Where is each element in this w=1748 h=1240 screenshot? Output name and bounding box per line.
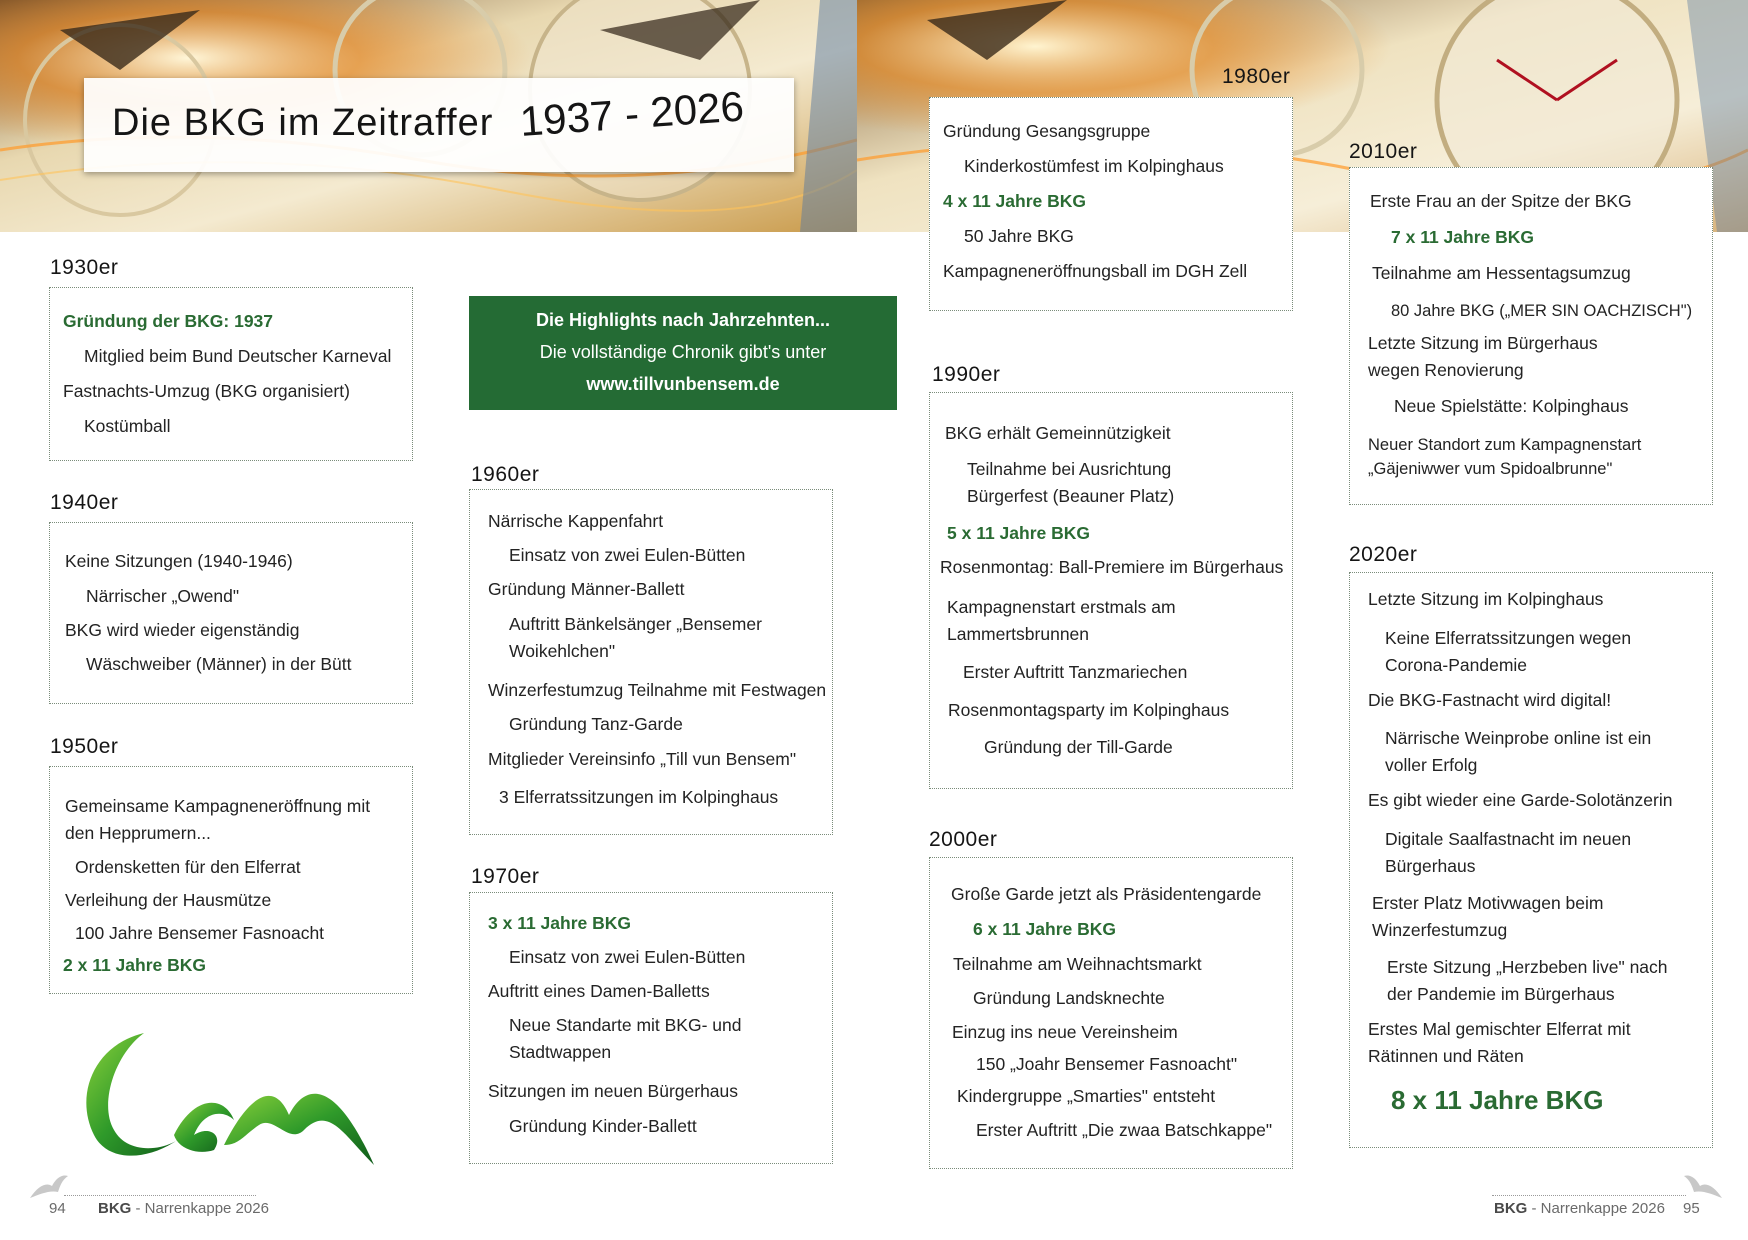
footer-divider <box>1492 1195 1686 1196</box>
highlights-subtext: Die vollständige Chronik gibt's unter <box>539 342 827 362</box>
list-item: wegen Renovierung <box>1368 360 1524 380</box>
list-item: 5 x 11 Jahre BKG <box>947 523 1090 543</box>
footer-brand: BKG <box>98 1200 132 1217</box>
highlights-box <box>469 296 897 410</box>
list-item: Stadtwappen <box>509 1042 612 1062</box>
list-item: Corona-Pandemie <box>1385 655 1528 675</box>
decade-box-1970 <box>469 892 833 1164</box>
list-item: Es gibt wieder eine Garde-Solotänzerin <box>1368 790 1673 810</box>
decade-heading-1960: 1960er <box>471 463 540 486</box>
list-item: den Hepprumern... <box>65 823 211 843</box>
footer-publication-title: - Narrenkappe 2026 <box>131 1200 269 1217</box>
list-item: Erstes Mal gemischter Elferrat mit <box>1368 1019 1631 1039</box>
page-number-left: 94 <box>49 1200 66 1217</box>
decade-heading-1970: 1970er <box>471 865 540 888</box>
list-item: Gründung der BKG: 1937 <box>63 311 274 331</box>
list-item: Kampagneneröffnungsball im DGH Zell <box>943 261 1248 281</box>
bird-icon <box>28 1172 70 1202</box>
list-item: 3 Elferratssitzungen im Kolpinghaus <box>499 787 779 807</box>
decade-heading-1990: 1990er <box>932 363 1001 386</box>
list-item: 3 x 11 Jahre BKG <box>488 913 631 933</box>
list-item: Gemeinsame Kampagneneröffnung mit <box>65 796 371 816</box>
footer-publication-left <box>98 1200 269 1217</box>
list-item: 2 x 11 Jahre BKG <box>63 955 206 975</box>
decade-heading-2020: 2020er <box>1349 543 1418 566</box>
list-item: Kindergruppe „Smarties" entsteht <box>957 1086 1216 1106</box>
decade-heading-1940: 1940er <box>50 491 119 514</box>
list-item: Teilnahme am Hessentagsumzug <box>1372 263 1631 283</box>
list-item: Wäschweiber (Männer) in der Bütt <box>86 654 352 674</box>
decade-box-1990 <box>929 392 1293 789</box>
list-item: 50 Jahre BKG <box>964 226 1074 246</box>
list-item: Kostümball <box>84 416 171 436</box>
list-item: Auftritt eines Damen-Balletts <box>488 981 710 1001</box>
list-item: Bürgerfest (Beauner Platz) <box>967 486 1175 506</box>
list-item: Winzerfestumzug Teilnahme mit Festwagen <box>488 680 827 700</box>
list-item: Sitzungen im neuen Bürgerhaus <box>488 1081 739 1101</box>
decade-box-1930 <box>49 287 413 461</box>
decade-box-2000 <box>929 857 1293 1169</box>
list-item: 6 x 11 Jahre BKG <box>973 919 1116 939</box>
list-item: Winzerfestumzug <box>1372 920 1508 940</box>
green-ribbon-logo-icon <box>74 1025 384 1175</box>
list-item: voller Erfolg <box>1385 755 1478 775</box>
list-item: BKG erhält Gemeinnützigkeit <box>945 423 1171 443</box>
list-item: Verleihung der Hausmütze <box>65 890 272 910</box>
list-item: Gründung Männer-Ballett <box>488 579 685 599</box>
title-years: 1937 - 2026 <box>518 82 746 145</box>
decade-box-1950 <box>49 766 413 994</box>
decade-box-1960 <box>469 489 833 835</box>
list-item: Gründung Kinder-Ballett <box>509 1116 697 1136</box>
decade-box-1940 <box>49 522 413 704</box>
list-item: Närrische Weinprobe online ist ein <box>1385 728 1652 748</box>
list-item: Neue Standarte mit BKG- und <box>509 1015 742 1035</box>
title-box <box>84 78 794 172</box>
list-item: Mitglied beim Bund Deutscher Karneval <box>84 346 392 366</box>
list-item: Auftritt Bänkelsänger „Bensemer <box>509 614 762 634</box>
footer-brand: BKG <box>1494 1200 1528 1217</box>
list-item: BKG wird wieder eigenständig <box>65 620 300 640</box>
list-item: Keine Sitzungen (1940-1946) <box>65 551 293 571</box>
list-item: Kampagnenstart erstmals am <box>947 597 1176 617</box>
decade-box-2020 <box>1349 572 1713 1148</box>
list-item: Große Garde jetzt als Präsidentengarde <box>951 884 1262 904</box>
list-item: Die BKG-Fastnacht wird digital! <box>1368 690 1612 710</box>
list-item: Neue Spielstätte: Kolpinghaus <box>1394 396 1629 416</box>
list-item: 7 x 11 Jahre BKG <box>1391 227 1534 247</box>
list-item: 8 x 11 Jahre BKG <box>1391 1085 1604 1115</box>
list-item: Rosenmontag: Ball-Premiere im Bürgerhaus <box>940 557 1284 577</box>
list-item: Letzte Sitzung im Bürgerhaus <box>1368 333 1598 353</box>
list-item: „Gäjeniwwer vum Spidoalbrunne" <box>1368 460 1613 478</box>
website-link[interactable]: www.tillvunbensem.de <box>586 374 780 394</box>
list-item: Einsatz von zwei Eulen-Bütten <box>509 947 746 967</box>
list-item: Rosenmontagsparty im Kolpinghaus <box>948 700 1230 720</box>
decade-heading-2000: 2000er <box>929 828 998 851</box>
list-item: Erster Platz Motivwagen beim <box>1372 893 1604 913</box>
decade-heading-1980: 1980er <box>1222 65 1291 88</box>
list-item: Gründung Gesangsgruppe <box>943 121 1151 141</box>
decade-box-2010 <box>1349 167 1713 505</box>
list-item: Erste Frau an der Spitze der BKG <box>1370 191 1632 211</box>
page-number-right: 95 <box>1683 1200 1700 1217</box>
list-item: Närrischer „Owend" <box>86 586 240 606</box>
list-item: Mitglieder Vereinsinfo „Till vun Bensem" <box>488 749 797 769</box>
list-item: 150 „Joahr Bensemer Fasnoacht" <box>976 1054 1238 1074</box>
list-item: Bürgerhaus <box>1385 856 1476 876</box>
list-item: Erster Auftritt „Die zwaa Batschkappe" <box>976 1120 1273 1140</box>
list-item: Närrische Kappenfahrt <box>488 511 664 531</box>
list-item: Teilnahme am Weihnachtsmarkt <box>953 954 1202 974</box>
list-item: Keine Elferratssitzungen wegen <box>1385 628 1632 648</box>
decade-heading-1930: 1930er <box>50 256 119 279</box>
list-item: Einsatz von zwei Eulen-Bütten <box>509 545 746 565</box>
list-item: Fastnachts-Umzug (BKG organisiert) <box>63 381 350 401</box>
list-item: Rätinnen und Räten <box>1368 1046 1524 1066</box>
decade-box-1980 <box>929 97 1293 311</box>
list-item: Gründung Tanz-Garde <box>509 714 683 734</box>
list-item: Digitale Saalfastnacht im neuen <box>1385 829 1632 849</box>
list-item: Gründung Landsknechte <box>973 988 1165 1008</box>
list-item: 4 x 11 Jahre BKG <box>943 191 1086 211</box>
list-item: 100 Jahre Bensemer Fasnoacht <box>75 923 325 943</box>
list-item: Kinderkostümfest im Kolpinghaus <box>964 156 1224 176</box>
bird-icon <box>1682 1172 1724 1202</box>
list-item: Teilnahme bei Ausrichtung <box>967 459 1172 479</box>
decade-heading-1950: 1950er <box>50 735 119 758</box>
list-item: Gründung der Till-Garde <box>984 737 1173 757</box>
list-item: Neuer Standort zum Kampagnenstart <box>1368 436 1642 454</box>
list-item: Einzug ins neue Vereinsheim <box>952 1022 1178 1042</box>
list-item: der Pandemie im Bürgerhaus <box>1387 984 1615 1004</box>
highlights-heading: Die Highlights nach Jahrzehnten... <box>535 310 831 330</box>
list-item: 80 Jahre BKG („MER SIN OACHZISCH") <box>1391 302 1693 320</box>
decade-heading-2010: 2010er <box>1349 140 1418 163</box>
list-item: Letzte Sitzung im Kolpinghaus <box>1368 589 1604 609</box>
footer-divider <box>64 1195 256 1196</box>
list-item: Erster Auftritt Tanzmariechen <box>963 662 1188 682</box>
list-item: Ordensketten für den Elferrat <box>75 857 301 877</box>
footer-publication-title: - Narrenkappe 2026 <box>1527 1200 1665 1217</box>
list-item: Erste Sitzung „Herzbeben live" nach <box>1387 957 1668 977</box>
list-item: Lammertsbrunnen <box>947 624 1090 644</box>
list-item: Woikehlchen" <box>509 641 616 661</box>
footer-publication-right <box>1494 1200 1665 1217</box>
page-title: Die BKG im Zeitraffer <box>112 102 494 144</box>
